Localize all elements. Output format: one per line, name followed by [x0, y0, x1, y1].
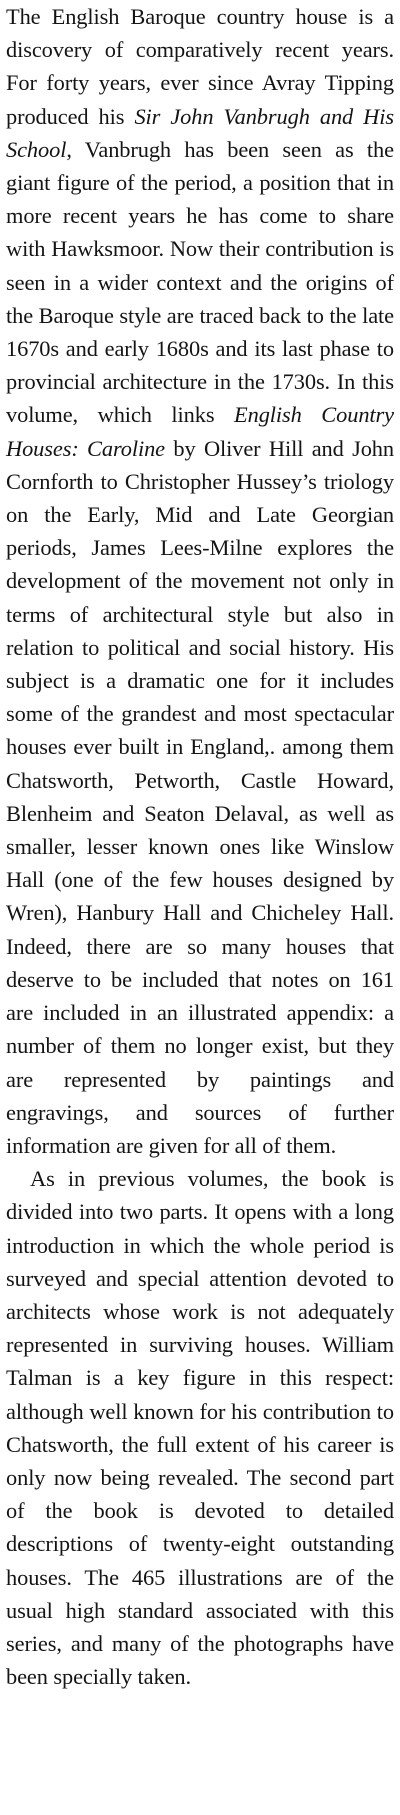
book-title-vanbrugh: Sir John Vanbrugh and His School — [6, 103, 394, 162]
text-segment: As in previous volumes, the book is divided into two parts. It opens with a long introduction in which the whole period is surveyed and special attention devoted to architects whose work is not adequately represented in surviving houses. William Talman is a key figure in this respect: although well known for his contribution to Chatsworth, the full extent of his career is only now being revealed. The second part of the book is devoted to detailed descriptions of twenty-eight outstanding houses. The 465 illustrations are of the usual high standard associated with this series, and many of the photographs have been specially taken. — [6, 1166, 394, 1690]
text-segment: , Vanbrugh has been seen as the giant figure of the period, a position that in more recent years he has come to share with Hawksmoor. Now their contribution is seen in a wider context and the origins of the Baroque style are traced back to the late 1670s and early 1680s and its last phase to provincial architecture in the 1730s. In this volume, which links — [6, 136, 394, 428]
text-segment: The English Baroque country house is a discovery of comparatively recent years. For forty years, ever since Avray Tipping produced his — [6, 4, 394, 129]
book-title-caroline: English Country Houses: Caroline — [6, 402, 394, 461]
text-segment: by Oliver Hill and John Cornforth to Christopher Hussey’s triology on the Early, Mid and Late Georgian periods, James Lees-Milne explores the development of the movement not only in terms of architectural style but also in relation to political and social history. His subject is a dramatic one for it includes some of the grandest and most spectacular houses ever built in England,. among them Chatsworth, Petworth, Castle Howard, Blenheim and Seaton Delaval, as well as smaller, lesser known ones like Winslow Hall (one of the few houses designed by Wren), Hanbury Hall and Chicheley Hall. Indeed, there are so many houses that deserve to be included that notes on 161 are included in an illustrated appendix: a number of them no longer exist, but they are represented by paintings and engravings, and sources of further information are given for all of them. — [6, 435, 394, 1158]
book-description-text — [6, 0, 394, 1693]
paragraph-structure — [6, 1162, 394, 1693]
paragraph-introduction — [6, 0, 394, 1162]
